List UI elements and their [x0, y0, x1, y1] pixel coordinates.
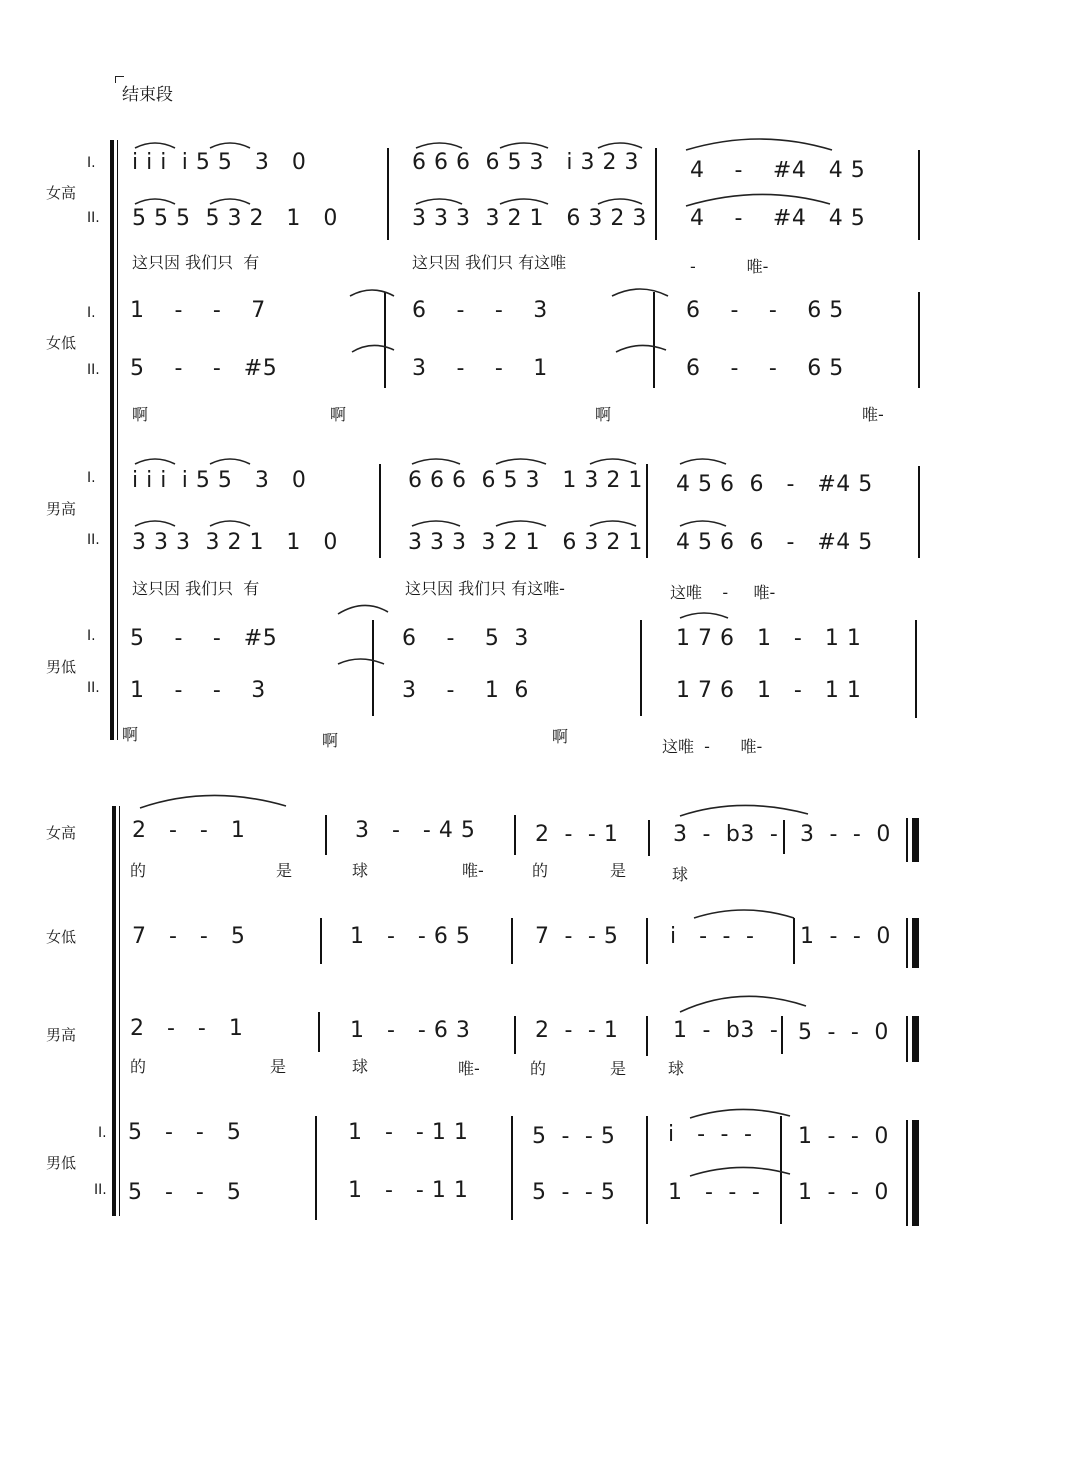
- tie: [616, 345, 666, 352]
- lyrics: 啊: [132, 405, 149, 424]
- tie: [686, 194, 830, 206]
- tie: [690, 1167, 790, 1176]
- measure-notes: i - - -: [668, 1122, 753, 1147]
- triplet-arc: [135, 459, 175, 464]
- lyrics: 啊: [122, 725, 139, 744]
- part-alto: 女低: [46, 928, 77, 946]
- lyrics: 唯-: [458, 1059, 480, 1078]
- measure-notes: 3 - - 4 5: [355, 818, 476, 843]
- tie: [690, 1109, 790, 1118]
- triplet-arc: [598, 199, 642, 204]
- measure-notes: 4 5 6 6 - #4 5: [676, 530, 873, 555]
- measure-notes: 1 - - 0: [800, 924, 891, 949]
- measure-notes: 3 - b3 -: [673, 822, 779, 847]
- measure-notes: 4 - #4 4 5: [690, 158, 866, 183]
- lyrics: 啊: [330, 405, 347, 424]
- lyrics: 的: [532, 861, 549, 880]
- triplet-arc: [412, 459, 460, 464]
- measure-notes: 1 - - 1 1: [348, 1120, 469, 1145]
- measure-notes: 1 7 6 1 - 1 1: [676, 678, 862, 703]
- lyrics: 球: [668, 1059, 685, 1078]
- part-bass: 男低: [46, 658, 77, 676]
- measure-notes: 5 - - 5: [128, 1120, 242, 1145]
- voice-label: II.: [87, 532, 100, 548]
- tie: [680, 805, 808, 816]
- triplet-arc: [590, 521, 636, 526]
- voice-label: II.: [94, 1182, 107, 1198]
- part-tenor: 男高: [46, 1026, 77, 1044]
- measure-notes: 6 6 6 6 5 3 1 3 2 1: [408, 468, 643, 493]
- voice-label: I.: [87, 305, 96, 321]
- measure-notes: 1 - - 0: [798, 1180, 889, 1205]
- measure-notes: 1 - - 3: [130, 678, 266, 703]
- tie: [350, 290, 394, 296]
- measure-notes: 5 - - 5: [532, 1180, 616, 1205]
- measure-notes: 3 - - 1: [412, 356, 548, 381]
- triplet-arc: [135, 521, 175, 526]
- measure-notes: 1 - b3 -: [673, 1018, 779, 1043]
- triplet-arc: [598, 143, 642, 148]
- measure-notes: 3 - 1 6: [402, 678, 529, 703]
- measure-notes: 6 - - 6 5: [686, 298, 844, 323]
- measure-notes: 1 - - -: [668, 1180, 761, 1205]
- lyrics: 的: [130, 861, 147, 880]
- triplet-arc: [135, 199, 175, 204]
- measure-notes: 6 - - 3: [412, 298, 548, 323]
- lyrics: 唯-: [462, 861, 484, 880]
- tie: [694, 910, 794, 918]
- part-soprano: 女高: [46, 184, 77, 202]
- measure-notes: 5 - - 5: [532, 1124, 616, 1149]
- voice-label: II.: [87, 680, 100, 696]
- measure-notes: 1 7 6 1 - 1 1: [676, 626, 862, 651]
- voice-label: II.: [87, 362, 100, 378]
- measure-notes: i i i i 5 5 3 0: [132, 468, 307, 493]
- voice-label: I.: [87, 470, 96, 486]
- tie: [338, 605, 388, 614]
- triplet-arc: [416, 199, 462, 204]
- measure-notes: 3 3 3 3 2 1 6 3 2 1: [408, 530, 643, 555]
- triplet-arc: [135, 143, 175, 148]
- triplet-arc: [412, 521, 460, 526]
- measure-notes: 2 - - 1: [130, 1016, 244, 1041]
- triplet-arc: [416, 143, 462, 148]
- measure-notes: 5 - - #5: [130, 626, 278, 651]
- part-soprano: 女高: [46, 824, 77, 842]
- voice-label: II.: [87, 210, 100, 226]
- lyrics: 的: [530, 1059, 547, 1078]
- measure-notes: 2 - - 1: [535, 1018, 619, 1043]
- measure-notes: 7 - - 5: [132, 924, 246, 949]
- voice-label: I.: [87, 628, 96, 644]
- voice-label: I.: [87, 155, 96, 171]
- measure-notes: 1 - - 7: [130, 298, 266, 323]
- lyrics: 这只因 我们只 有: [132, 579, 260, 598]
- triplet-arc: [210, 459, 250, 464]
- voice-label: I.: [98, 1125, 107, 1141]
- lyrics: 啊: [552, 727, 569, 746]
- lyrics: 球: [352, 1057, 369, 1076]
- part-tenor: 男高: [46, 500, 77, 518]
- measure-notes: 6 - - 6 5: [686, 356, 844, 381]
- lyrics: 球: [672, 865, 689, 884]
- tie: [686, 139, 832, 150]
- tie: [612, 289, 668, 296]
- lyrics: 这唯 - 唯-: [662, 737, 763, 756]
- measure-notes: 5 - - #5: [130, 356, 278, 381]
- triplet-arc: [500, 199, 548, 204]
- measure-notes: 6 6 6 6 5 3 i 3 2 3: [412, 150, 640, 175]
- triplet-arc: [590, 459, 636, 464]
- part-alto: 女低: [46, 334, 77, 352]
- triplet-arc: [210, 521, 250, 526]
- lyrics: 是: [610, 1059, 627, 1078]
- lyrics: 是: [276, 861, 293, 880]
- lyrics: 是: [610, 861, 627, 880]
- measure-notes: 1 - - 1 1: [348, 1178, 469, 1203]
- triplet-arc: [210, 199, 250, 204]
- measure-notes: 5 - - 5: [128, 1180, 242, 1205]
- measure-notes: i i i i 5 5 3 0: [132, 150, 307, 175]
- measure-notes: 1 - - 6 5: [350, 924, 471, 949]
- measure-notes: 5 5 5 5 3 2 1 0: [132, 206, 338, 231]
- tie: [680, 996, 806, 1012]
- triplet-arc: [680, 521, 726, 526]
- measure-notes: 1 - - 0: [798, 1124, 889, 1149]
- triplet-arc: [500, 143, 548, 148]
- tie: [338, 659, 384, 664]
- lyrics: 啊: [595, 405, 612, 424]
- lyrics: 是: [270, 1057, 287, 1076]
- measure-notes: 7 - - 5: [535, 924, 619, 949]
- lyrics: 这只因 我们只 有: [132, 253, 260, 272]
- lyrics: 的: [130, 1057, 147, 1076]
- measure-notes: i - - -: [670, 924, 755, 949]
- measure-notes: 5 - - 0: [798, 1020, 889, 1045]
- part-bass: 男低: [46, 1154, 77, 1172]
- triplet-arc: [210, 143, 250, 148]
- lyrics: 这只因 我们只 有这唯-: [405, 579, 565, 598]
- measure-notes: 3 - - 0: [800, 822, 891, 847]
- lyrics: 啊: [322, 731, 339, 750]
- triplet-arc: [496, 459, 546, 464]
- lyrics: 唯-: [862, 405, 884, 424]
- measure-notes: 3 3 3 3 2 1 1 0: [132, 530, 338, 555]
- lyrics: 这唯 - 唯-: [670, 583, 776, 602]
- measure-notes: 4 5 6 6 - #4 5: [676, 472, 873, 497]
- triplet-arc: [496, 521, 546, 526]
- triplet-arc: [680, 459, 726, 464]
- lyrics: 这只因 我们只 有这唯: [412, 253, 567, 272]
- measure-notes: 2 - - 1: [132, 818, 246, 843]
- lyrics: 球: [352, 861, 369, 880]
- triplet-arc: [680, 613, 728, 618]
- measure-notes: 3 3 3 3 2 1 6 3 2 3: [412, 206, 647, 231]
- lyrics: - 唯-: [690, 257, 769, 276]
- tie: [352, 345, 394, 352]
- tie: [140, 795, 286, 808]
- measure-notes: 2 - - 1: [535, 822, 619, 847]
- measure-notes: 4 - #4 4 5: [690, 206, 866, 231]
- section-heading: 结束段: [122, 85, 173, 105]
- measure-notes: 1 - - 6 3: [350, 1018, 471, 1043]
- measure-notes: 6 - 5 3: [402, 626, 529, 651]
